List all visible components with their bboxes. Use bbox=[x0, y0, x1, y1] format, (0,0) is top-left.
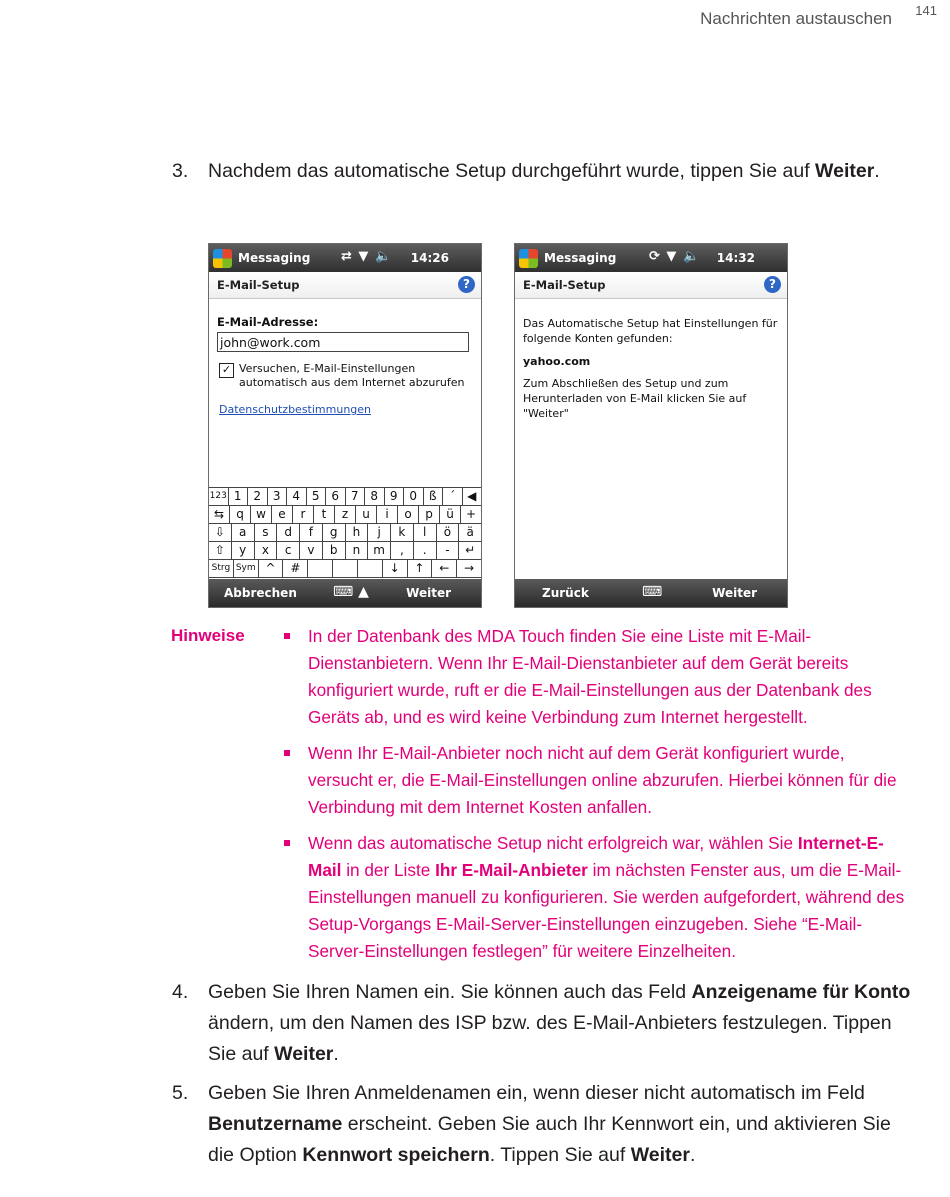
title-bar bbox=[209, 244, 481, 272]
email-field[interactable]: john@work.com bbox=[217, 332, 469, 352]
keyboard-key[interactable]: u bbox=[355, 506, 376, 523]
keyboard-key[interactable]: m bbox=[367, 542, 390, 559]
notes-list bbox=[283, 623, 908, 974]
keyboard-key[interactable]: ⇩ bbox=[214, 525, 225, 539]
keyboard-key[interactable]: 7 bbox=[345, 488, 365, 505]
step-number: 3. bbox=[172, 160, 189, 182]
keyboard-key[interactable]: 5 bbox=[306, 488, 326, 505]
keyboard-key[interactable]: c bbox=[276, 542, 299, 559]
keyboard-key[interactable]: 8 bbox=[364, 488, 384, 505]
app-title: Messaging bbox=[544, 251, 617, 265]
keyboard-key[interactable]: 9 bbox=[384, 488, 404, 505]
help-icon[interactable]: ? bbox=[458, 276, 475, 293]
keyboard-key[interactable]: t bbox=[313, 506, 334, 523]
note-item: In der Datenbank des MDA Touch finden Sie eine Liste mit E-Mail-Dienstanbietern. Wenn Ihr E-Mail-Dienstanbieter auf dem Gerät bereits konfiguriert wurde, ruft er die E-Mail-Einstellungen aus der Datenbank des Geräts ab, und es wird keine Verbindung zum Internet hergestellt. bbox=[283, 623, 908, 731]
keyboard-key[interactable]: # bbox=[282, 560, 307, 577]
keyboard-key[interactable]: ö bbox=[436, 524, 459, 541]
keyboard-key[interactable]: - bbox=[436, 542, 459, 559]
screen-title: E-Mail-Setup bbox=[217, 278, 300, 292]
keyboard-key[interactable]: h bbox=[345, 524, 368, 541]
keyboard-key[interactable]: ↑ bbox=[407, 560, 432, 577]
note-item: Wenn das automatische Setup nicht erfolgreich war, wählen Sie Internet-E-Mail in der Liste Ihr E-Mail-Anbieter im nächsten Fenster aus, um die E-Mail-Einstellungen manuell zu konfigurieren. Sie werden aufgefordert, während des Setup-Vorgangs E-Mail-Server-Einstellungen einzugeben. Siehe “E-Mail-Server-Einstellungen festlegen” für weitere Einzelheiten. bbox=[283, 830, 908, 965]
status-icons[interactable]: ⇄ ▼ 🔈 bbox=[341, 249, 393, 264]
step-4 bbox=[172, 977, 912, 1070]
keyboard-row bbox=[209, 541, 481, 559]
step-text: Nachdem das automatische Setup durchgeführt wurde, tippen Sie auf Weiter. bbox=[208, 160, 880, 182]
privacy-link[interactable]: Datenschutzbestimmungen bbox=[219, 403, 372, 416]
keyboard-key[interactable] bbox=[332, 560, 357, 577]
keyboard-key[interactable]: i bbox=[376, 506, 397, 523]
keyboard-key[interactable]: ß bbox=[423, 488, 443, 505]
keyboard-key[interactable]: ^ bbox=[258, 560, 283, 577]
keyboard-key[interactable] bbox=[307, 560, 332, 577]
cancel-softkey[interactable]: Abbrechen bbox=[224, 586, 297, 600]
keyboard-key[interactable]: ä bbox=[458, 524, 481, 541]
page-number: 141 bbox=[915, 3, 937, 18]
keyboard-key[interactable]: ◀ bbox=[462, 488, 482, 505]
keyboard-key[interactable]: 2 bbox=[247, 488, 267, 505]
keyboard-key[interactable]: ü bbox=[439, 506, 460, 523]
keyboard-key[interactable]: , bbox=[390, 542, 413, 559]
step-number: 5. bbox=[172, 1082, 189, 1104]
back-softkey[interactable]: Zurück bbox=[542, 586, 589, 600]
keyboard-icon[interactable]: ⌨ ▲ bbox=[333, 584, 369, 600]
keyboard-key[interactable]: l bbox=[413, 524, 436, 541]
keyboard-key[interactable]: 4 bbox=[286, 488, 306, 505]
clock: 14:26 bbox=[410, 251, 449, 265]
help-icon[interactable]: ? bbox=[764, 276, 781, 293]
keyboard-key[interactable]: 6 bbox=[325, 488, 345, 505]
screen-header bbox=[515, 272, 787, 299]
keyboard-row bbox=[209, 505, 481, 523]
keyboard-key[interactable]: 3 bbox=[267, 488, 287, 505]
step-number: 4. bbox=[172, 981, 189, 1003]
keyboard-key[interactable]: Sym bbox=[233, 560, 258, 577]
keyboard-key[interactable]: f bbox=[299, 524, 322, 541]
keyboard-row bbox=[209, 487, 481, 505]
keyboard-key[interactable]: ⇧ bbox=[214, 543, 225, 557]
keyboard-key[interactable]: → bbox=[456, 560, 481, 577]
auto-fetch-label: Versuchen, E-Mail-Einstellungen automatisch aus dem Internet abzurufen bbox=[239, 362, 465, 389]
keyboard-key[interactable]: p bbox=[418, 506, 439, 523]
soft-key-bar bbox=[515, 579, 787, 607]
keyboard-row bbox=[209, 523, 481, 541]
keyboard-key[interactable]: v bbox=[299, 542, 322, 559]
status-icons[interactable]: ⟳ ▼ 🔈 bbox=[649, 249, 701, 264]
running-header-title: Nachrichten austauschen bbox=[700, 9, 892, 28]
keyboard-key[interactable]: ⇆ bbox=[213, 507, 225, 521]
keyboard-key[interactable]: d bbox=[276, 524, 299, 541]
finish-message: Zum Abschließen des Setup und zum Herunterladen von E-Mail klicken Sie auf "Weiter" bbox=[523, 377, 747, 420]
keyboard-key[interactable]: ´ bbox=[442, 488, 462, 505]
on-screen-keyboard bbox=[209, 487, 481, 578]
keyboard-key[interactable]: 123 bbox=[209, 491, 227, 501]
keyboard-key[interactable]: ↓ bbox=[382, 560, 407, 577]
soft-key-bar bbox=[209, 579, 481, 607]
step-text: Geben Sie Ihren Namen ein. Sie können auch das Feld Anzeigename für Konto ändern, um den Namen des ISP bzw. des E-Mail-Anbieters festzulegen. Tippen Sie auf Weiter. bbox=[208, 981, 911, 1065]
keyboard-key[interactable]: . bbox=[413, 542, 436, 559]
note-item: Wenn Ihr E-Mail-Anbieter noch nicht auf dem Gerät konfiguriert wurde, versucht er, die E-Mail-Einstellungen online abzurufen. Hierbei können für die Verbindung mit dem Internet Kosten anfallen. bbox=[283, 740, 908, 821]
screen-title: E-Mail-Setup bbox=[523, 278, 606, 292]
keyboard-key[interactable]: Strg bbox=[211, 563, 231, 573]
keyboard-row bbox=[209, 559, 481, 578]
keyboard-key[interactable]: o bbox=[397, 506, 418, 523]
keyboard-key[interactable]: b bbox=[322, 542, 345, 559]
keyboard-key[interactable]: 1 bbox=[228, 488, 248, 505]
windows-start-icon[interactable] bbox=[213, 249, 232, 268]
keyboard-key[interactable]: g bbox=[322, 524, 345, 541]
keyboard-key[interactable]: x bbox=[254, 542, 277, 559]
keyboard-key[interactable]: ← bbox=[431, 560, 456, 577]
title-bar bbox=[515, 244, 787, 272]
email-label: E-Mail-Adresse: bbox=[217, 315, 319, 329]
keyboard-key[interactable]: e bbox=[271, 506, 292, 523]
keyboard-key[interactable]: ↵ bbox=[458, 542, 481, 559]
keyboard-key[interactable]: r bbox=[292, 506, 313, 523]
screenshot-email-setup-address bbox=[208, 243, 482, 608]
auto-fetch-checkbox[interactable]: ✓ bbox=[219, 363, 234, 378]
screenshot-email-setup-found bbox=[514, 243, 788, 608]
keyboard-key[interactable]: a bbox=[231, 524, 254, 541]
windows-start-icon[interactable] bbox=[519, 249, 538, 268]
keyboard-key[interactable]: j bbox=[367, 524, 390, 541]
keyboard-key[interactable]: s bbox=[254, 524, 277, 541]
step-5 bbox=[172, 1078, 912, 1171]
app-title: Messaging bbox=[238, 251, 311, 265]
step-3 bbox=[172, 156, 912, 187]
step-text: Geben Sie Ihren Anmeldenamen ein, wenn dieser nicht automatisch im Feld Benutzername erscheint. Geben Sie auch Ihr Kennwort ein, und aktivieren Sie die Option Kennwort speichern. Tippen Sie auf Weiter. bbox=[208, 1082, 891, 1166]
clock: 14:32 bbox=[716, 251, 755, 265]
notes-label: Hinweise bbox=[171, 626, 245, 645]
keyboard-key[interactable]: k bbox=[390, 524, 413, 541]
keyboard-key[interactable]: n bbox=[345, 542, 368, 559]
keyboard-key[interactable] bbox=[357, 560, 382, 577]
keyboard-key[interactable]: z bbox=[334, 506, 355, 523]
keyboard-icon[interactable]: ⌨ bbox=[642, 584, 663, 600]
next-softkey[interactable]: Weiter bbox=[712, 586, 757, 600]
keyboard-key[interactable]: w bbox=[250, 506, 271, 523]
screen-header bbox=[209, 272, 481, 299]
keyboard-key[interactable]: y bbox=[231, 542, 254, 559]
keyboard-key[interactable]: q bbox=[229, 506, 250, 523]
account-name: yahoo.com bbox=[523, 355, 591, 368]
found-message: Das Automatische Setup hat Einstellungen für folgende Konten gefunden: bbox=[523, 317, 778, 345]
keyboard-key[interactable]: + bbox=[460, 506, 481, 523]
next-softkey[interactable]: Weiter bbox=[406, 586, 451, 600]
keyboard-key[interactable]: 0 bbox=[403, 488, 423, 505]
